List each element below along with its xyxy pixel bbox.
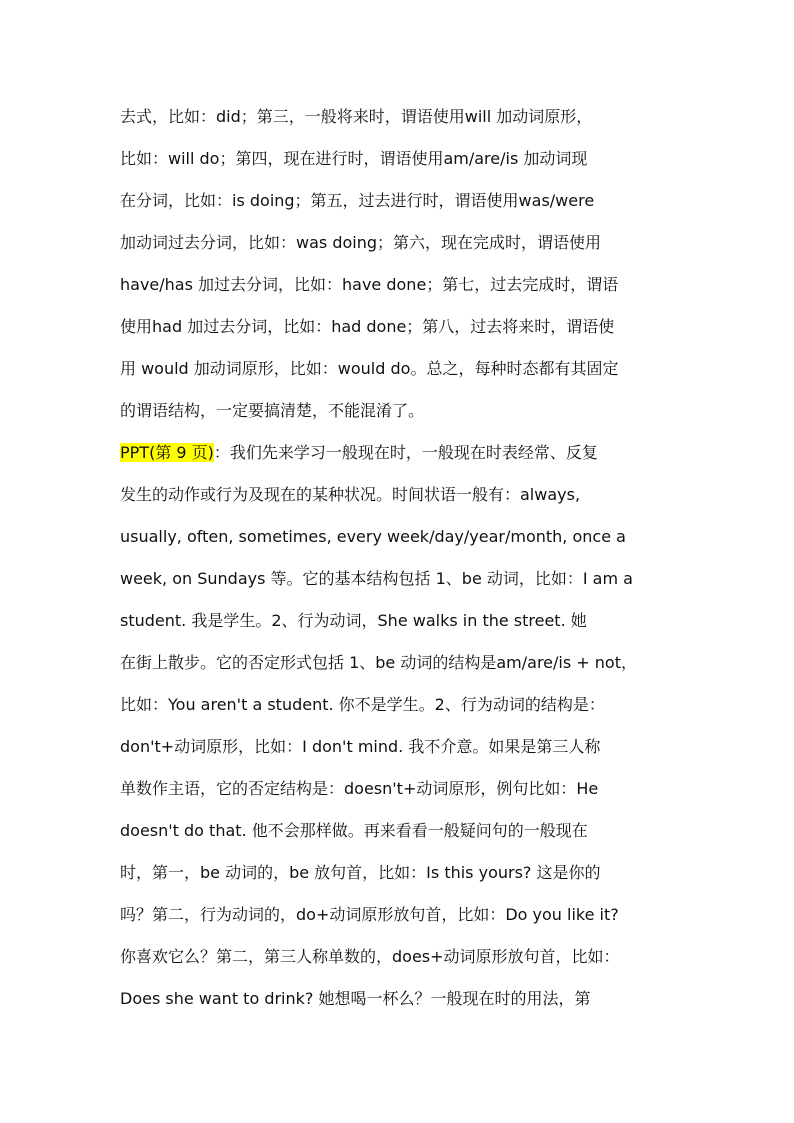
- text-line: 的谓语结构，一定要搞清楚，不能混淆了。: [120, 401, 425, 420]
- text-line: 吗？第二，行为动词的，do+动词原形放句首，比如：Do you like it?: [120, 905, 619, 924]
- text-line: 使用had 加过去分词，比如：had done；第八，过去将来时，谓语使: [120, 317, 615, 336]
- text-line: 发生的动作或行为及现在的某种状况。时间状语一般有：always,: [120, 485, 581, 504]
- text-line-with-ppt-label: [120, 438, 684, 480]
- text-line: Does she want to drink? 她想喝一杯么？一般现在时的用法，第: [120, 989, 591, 1008]
- text-line: 在分词，比如：is doing；第五，过去进行时，谓语使用was/were: [120, 191, 595, 210]
- text-line: usually, often, sometimes, every week/day/year/month, once a: [120, 527, 626, 546]
- text-line: 比如：will do；第四，现在进行时，谓语使用am/are/is 加动词现: [120, 149, 588, 168]
- text-line: week, on Sundays 等。它的基本结构包括 1、be 动词，比如：I am a: [120, 569, 633, 588]
- text-line: 你喜欢它么？第二，第三人称单数的，does+动词原形放句首，比如：: [120, 947, 620, 966]
- text-segment: ：我们先来学习一般现在时，一般现在时表经常、反复: [213, 443, 598, 462]
- ppt-page-label-highlight: PPT(第 9 页): [120, 443, 214, 462]
- text-line: 单数作主语，它的否定结构是：doesn't+动词原形，例句比如：He: [120, 779, 599, 798]
- text-line: 用 would 加动词原形，比如：would do。总之，每种时态都有其固定: [120, 359, 619, 378]
- text-line: don't+动词原形，比如：I don't mind. 我不介意。如果是第三人称: [120, 737, 601, 756]
- document-body: [120, 102, 684, 1026]
- text-line: 比如：You aren't a student. 你不是学生。2、行为动词的结构是：: [120, 695, 605, 714]
- text-line: student. 我是学生。2、行为动词，She walks in the street. 她: [120, 611, 587, 630]
- text-line: 在街上散步。它的否定形式包括 1、be 动词的结构是am/are/is + not，: [120, 653, 637, 672]
- text-line: 时，第一，be 动词的，be 放句首，比如：Is this yours? 这是你的: [120, 863, 601, 882]
- text-line: doesn't do that. 他不会那样做。再来看看一般疑问句的一般现在: [120, 821, 588, 840]
- text-line: 加动词过去分词，比如：was doing；第六，现在完成时，谓语使用: [120, 233, 602, 252]
- text-line: have/has 加过去分词，比如：have done；第七，过去完成时，谓语: [120, 275, 619, 294]
- text-line: 去式，比如：did；第三，一般将来时，谓语使用will 加动词原形，: [120, 107, 593, 126]
